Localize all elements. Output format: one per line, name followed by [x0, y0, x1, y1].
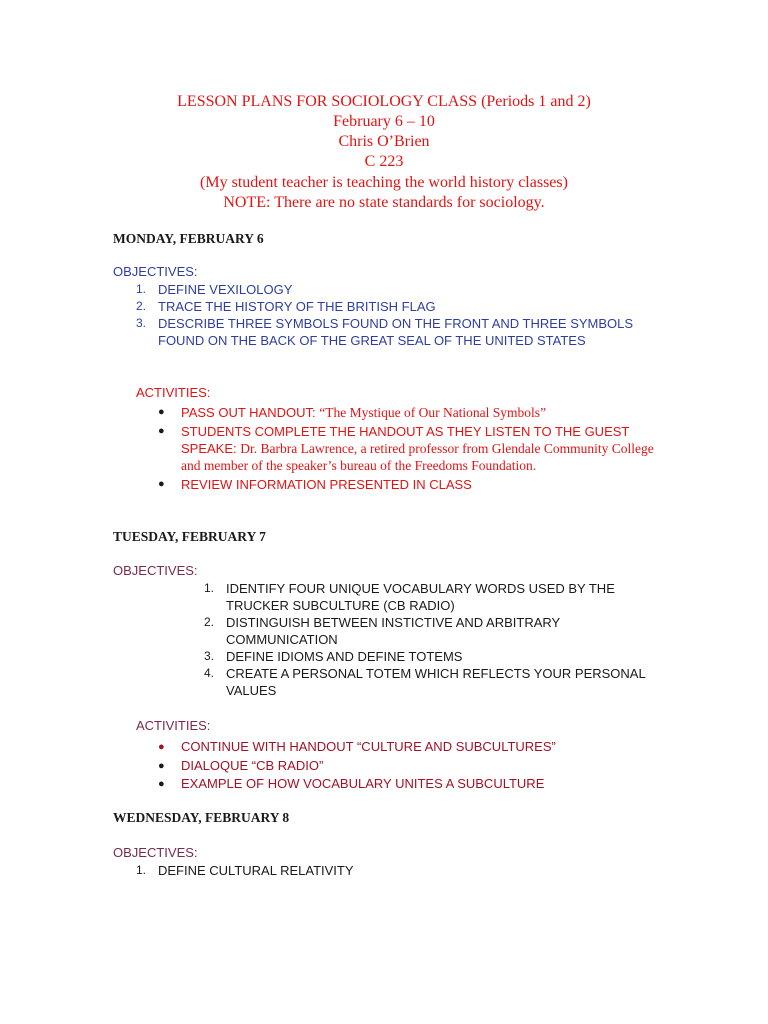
- list-item: [136, 281, 636, 298]
- activity-caps: REVIEW INFORMATION PRESENTED IN CLASS: [181, 477, 472, 492]
- list-item: [136, 476, 661, 493]
- tuesday-heading: TUESDAY, FEBRUARY 7: [113, 529, 266, 544]
- objective-text: DEFINE CULTURAL RELATIVITY: [158, 863, 354, 878]
- objective-text: DISTINGUISH BETWEEN INSTICTIVE AND ARBITRARY COMMUNICATION: [226, 615, 560, 647]
- standards-note: NOTE: There are no state standards for sociology.: [223, 194, 545, 211]
- student-teacher-note: (My student teacher is teaching the world history classes): [200, 174, 568, 191]
- monday-heading: MONDAY, FEBRUARY 6: [113, 231, 264, 246]
- objective-text: DESCRIBE THREE SYMBOLS FOUND ON THE FRONT AND THREE SYMBOLS FOUND ON THE BACK OF THE GREAT SEAL OF THE UNITED STATES: [158, 316, 634, 348]
- tuesday-objectives-label: OBJECTIVES:: [113, 563, 198, 578]
- objective-text: DEFINE VEXILOLOGY: [158, 282, 293, 297]
- list-item: [136, 862, 636, 879]
- activity-text: CONTINUE WITH HANDOUT “CULTURE AND SUBCULTURES”: [181, 739, 556, 754]
- date-range: February 6 – 10: [333, 113, 435, 130]
- tuesday-activities-list: [136, 738, 661, 794]
- list-number: 2.: [136, 299, 147, 313]
- activity-caps: STUDENTS COMPLETE THE HANDOUT AS THEY LISTEN TO THE GUEST SPEAKE:: [181, 424, 630, 456]
- monday-objectives-list: [136, 281, 636, 349]
- bullet-icon: ●: [158, 778, 165, 790]
- list-number: 3.: [136, 316, 147, 330]
- list-number: 1.: [136, 863, 147, 877]
- list-number: 1.: [204, 581, 215, 595]
- list-item: [136, 757, 661, 776]
- bullet-icon: ●: [158, 478, 165, 490]
- tuesday-activities-label: ACTIVITIES:: [136, 718, 211, 733]
- list-item: [136, 315, 636, 349]
- objective-text: DEFINE IDIOMS AND DEFINE TOTEMS: [226, 649, 463, 664]
- document-title: LESSON PLANS FOR SOCIOLOGY CLASS (Periods 1 and 2): [177, 93, 591, 110]
- list-item: [136, 298, 636, 315]
- room-number: C 223: [364, 153, 404, 170]
- monday-objectives-label: OBJECTIVES:: [113, 264, 198, 279]
- activity-detail: “The Mystique of Our National Symbols”: [319, 405, 547, 420]
- objective-text: IDENTIFY FOUR UNIQUE VOCABULARY WORDS USED BY THE TRUCKER SUBCULTURE (CB RADIO): [226, 581, 615, 613]
- monday-activities-list: [136, 404, 661, 493]
- bullet-icon: ●: [158, 741, 165, 753]
- bullet-icon: ●: [158, 759, 165, 772]
- list-item: [136, 404, 661, 421]
- activity-caps: PASS OUT HANDOUT:: [181, 405, 320, 420]
- tuesday-objectives-list: [204, 580, 654, 699]
- wednesday-heading: WEDNESDAY, FEBRUARY 8: [113, 810, 290, 825]
- activity-text: DIALOQUE “CB RADIO”: [181, 757, 324, 773]
- teacher-name: Chris O’Brien: [338, 133, 430, 150]
- objective-text: TRACE THE HISTORY OF THE BRITISH FLAG: [158, 299, 436, 314]
- activity-text: EXAMPLE OF HOW VOCABULARY UNITES A SUBCULTURE: [181, 776, 545, 791]
- list-number: 3.: [204, 649, 215, 663]
- wednesday-objectives-label: OBJECTIVES:: [113, 845, 198, 860]
- list-item: [204, 648, 654, 665]
- activity-detail: Dr. Barbra Lawrence, a retired professor from Glendale Community College and member of the speaker’s bureau of the Freedoms Foundation.: [181, 441, 654, 473]
- list-number: 4.: [204, 666, 215, 680]
- objective-text: CREATE A PERSONAL TOTEM WHICH REFLECTS YOUR PERSONAL VALUES: [226, 666, 646, 698]
- list-number: 1.: [136, 282, 147, 296]
- list-item: [204, 665, 654, 699]
- list-item: [136, 775, 661, 794]
- wednesday-objectives-list: [136, 862, 636, 879]
- bullet-icon: ●: [158, 425, 165, 437]
- list-item: [136, 738, 661, 757]
- bullet-icon: ●: [158, 406, 165, 418]
- list-item: [204, 614, 654, 648]
- monday-activities-label: ACTIVITIES:: [136, 385, 211, 400]
- list-number: 2.: [204, 615, 215, 629]
- list-item: [136, 423, 661, 474]
- list-item: [204, 580, 654, 614]
